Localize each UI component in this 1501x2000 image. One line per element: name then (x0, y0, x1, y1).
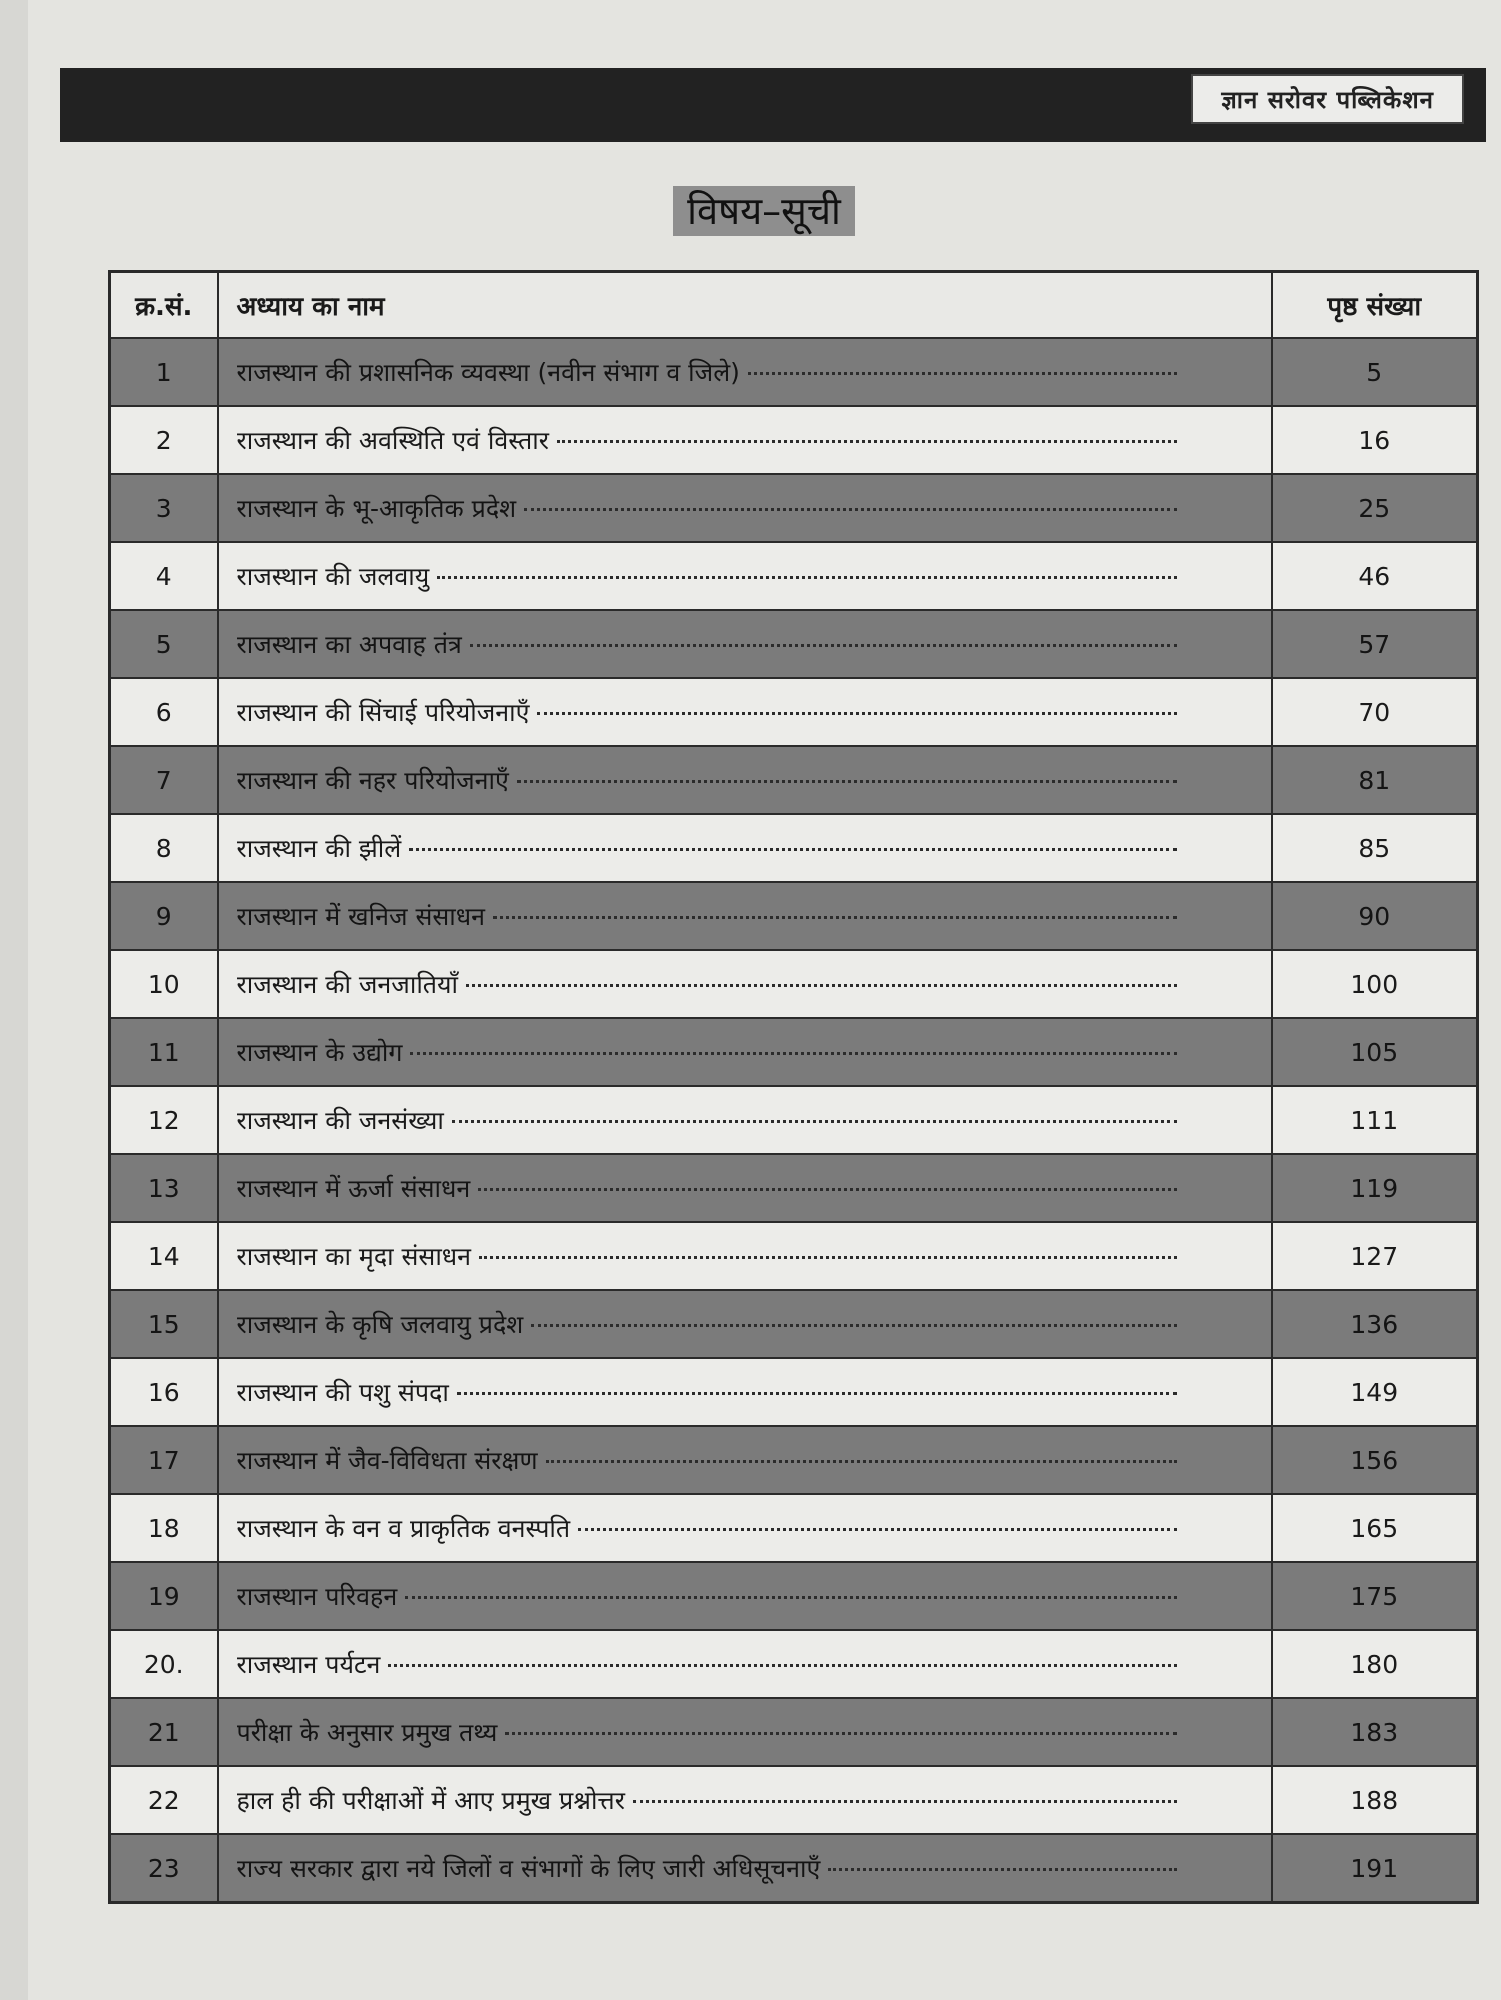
chapter-cell (218, 1562, 1272, 1630)
page-number: 136 (1272, 1290, 1478, 1358)
book-page (28, 0, 1501, 2000)
table-row (110, 950, 1478, 1018)
chapter-name: राजस्थान का अपवाह तंत्र (236, 630, 462, 659)
chapter-cell (218, 1086, 1272, 1154)
dot-leader (537, 712, 1176, 715)
page-number: 16 (1272, 406, 1478, 474)
dot-leader (388, 1664, 1176, 1667)
chapter-cell (218, 1494, 1272, 1562)
page-number: 105 (1272, 1018, 1478, 1086)
dot-leader (493, 916, 1177, 919)
serial-number: 7 (110, 746, 218, 814)
chapter-cell (218, 1426, 1272, 1494)
serial-number: 11 (110, 1018, 218, 1086)
table-row (110, 1494, 1478, 1562)
chapter-name: राजस्थान के वन व प्राकृतिक वनस्पति (236, 1514, 571, 1543)
chapter-name: राजस्थान की जनसंख्या (236, 1106, 444, 1135)
table-row (110, 1222, 1478, 1290)
chapter-cell (218, 338, 1272, 406)
dot-leader (748, 372, 1177, 375)
chapter-cell (218, 1290, 1272, 1358)
table-row (110, 1834, 1478, 1903)
chapter-cell (218, 474, 1272, 542)
serial-number: 13 (110, 1154, 218, 1222)
serial-number: 1 (110, 338, 218, 406)
table-row (110, 1698, 1478, 1766)
serial-number: 16 (110, 1358, 218, 1426)
chapter-cell (218, 882, 1272, 950)
table-row (110, 1630, 1478, 1698)
dot-leader (524, 508, 1176, 511)
page-number: 90 (1272, 882, 1478, 950)
table-row (110, 678, 1478, 746)
chapter-cell (218, 746, 1272, 814)
chapter-name: राजस्थान के कृषि जलवायु प्रदेश (236, 1310, 524, 1339)
chapter-name: राजस्थान की अवस्थिति एवं विस्तार (236, 426, 549, 455)
page-number: 175 (1272, 1562, 1478, 1630)
chapter-cell (218, 406, 1272, 474)
chapter-cell (218, 814, 1272, 882)
table-row (110, 1154, 1478, 1222)
dot-leader (633, 1800, 1177, 1803)
chapter-name: राजस्थान की झीलें (236, 834, 402, 863)
page-title: विषय–सूची (673, 186, 855, 236)
table-row (110, 1290, 1478, 1358)
serial-number: 18 (110, 1494, 218, 1562)
table-row (110, 814, 1478, 882)
serial-number: 15 (110, 1290, 218, 1358)
serial-number: 4 (110, 542, 218, 610)
chapter-name: परीक्षा के अनुसार प्रमुख तथ्य (236, 1718, 498, 1747)
table-row (110, 338, 1478, 406)
dot-leader (452, 1120, 1177, 1123)
chapter-name: राजस्थान में खनिज संसाधन (236, 902, 485, 931)
serial-number: 20. (110, 1630, 218, 1698)
table-row (110, 1018, 1478, 1086)
dot-leader (546, 1460, 1177, 1463)
chapter-name: राजस्थान में ऊर्जा संसाधन (236, 1174, 471, 1203)
contents-table (108, 270, 1479, 1904)
chapter-cell (218, 950, 1272, 1018)
chapter-name: राजस्थान की प्रशासनिक व्यवस्था (नवीन संभाग व जिले) (236, 358, 740, 387)
chapter-name: राजस्थान की पशु संपदा (236, 1378, 449, 1407)
chapter-name: राजस्थान के उद्योग (236, 1038, 403, 1067)
dot-leader (457, 1392, 1177, 1395)
dot-leader (410, 1052, 1176, 1055)
page-number: 165 (1272, 1494, 1478, 1562)
serial-number: 21 (110, 1698, 218, 1766)
page-number: 85 (1272, 814, 1478, 882)
chapter-name: राजस्थान पर्यटन (236, 1650, 381, 1679)
page-number: 46 (1272, 542, 1478, 610)
chapter-name: राज्य सरकार द्वारा नये जिलों व संभागों के लिए जारी अधिसूचनाएँ (236, 1854, 821, 1883)
chapter-name: राजस्थान में जैव-विविधता संरक्षण (236, 1446, 538, 1475)
chapter-cell (218, 1358, 1272, 1426)
chapter-name: हाल ही की परीक्षाओं में आए प्रमुख प्रश्नोत्तर (236, 1786, 625, 1815)
dot-leader (828, 1868, 1176, 1871)
header-serial-number: क्र.सं. (110, 272, 218, 339)
chapter-name: राजस्थान परिवहन (236, 1582, 398, 1611)
header-page-number: पृष्ठ संख्या (1272, 272, 1478, 339)
serial-number: 22 (110, 1766, 218, 1834)
table-row (110, 1086, 1478, 1154)
serial-number: 23 (110, 1834, 218, 1903)
page-number: 81 (1272, 746, 1478, 814)
table-row (110, 1426, 1478, 1494)
page-number: 127 (1272, 1222, 1478, 1290)
publisher-name: ज्ञान सरोवर पब्लिकेशन (1191, 74, 1464, 124)
dot-leader (557, 440, 1177, 443)
table-row (110, 882, 1478, 950)
page-number: 149 (1272, 1358, 1478, 1426)
page-number: 70 (1272, 678, 1478, 746)
chapter-cell (218, 1018, 1272, 1086)
chapter-cell (218, 1154, 1272, 1222)
chapter-cell (218, 1834, 1272, 1903)
dot-leader (437, 576, 1176, 579)
page-number: 183 (1272, 1698, 1478, 1766)
serial-number: 17 (110, 1426, 218, 1494)
chapter-name: राजस्थान की सिंचाई परियोजनाएँ (236, 698, 530, 727)
serial-number: 5 (110, 610, 218, 678)
table-row (110, 474, 1478, 542)
dot-leader (478, 1188, 1176, 1191)
table-row (110, 1562, 1478, 1630)
chapter-cell (218, 678, 1272, 746)
dot-leader (405, 1596, 1176, 1599)
chapter-name: राजस्थान की जलवायु (236, 562, 430, 591)
dot-leader (517, 780, 1177, 783)
page-number: 111 (1272, 1086, 1478, 1154)
header-chapter-name: अध्याय का नाम (218, 272, 1272, 339)
dot-leader (479, 1256, 1176, 1259)
serial-number: 6 (110, 678, 218, 746)
page-number: 57 (1272, 610, 1478, 678)
page-number: 119 (1272, 1154, 1478, 1222)
serial-number: 3 (110, 474, 218, 542)
table-row (110, 610, 1478, 678)
table-row (110, 542, 1478, 610)
chapter-cell (218, 542, 1272, 610)
serial-number: 19 (110, 1562, 218, 1630)
page-number: 5 (1272, 338, 1478, 406)
contents-body (110, 338, 1478, 1903)
page-number: 180 (1272, 1630, 1478, 1698)
table-row (110, 1766, 1478, 1834)
dot-leader (409, 848, 1176, 851)
table-row (110, 1358, 1478, 1426)
serial-number: 2 (110, 406, 218, 474)
table-header-row (110, 272, 1478, 339)
page-number: 156 (1272, 1426, 1478, 1494)
table-row (110, 746, 1478, 814)
chapter-cell (218, 1222, 1272, 1290)
chapter-cell (218, 1630, 1272, 1698)
page-number: 188 (1272, 1766, 1478, 1834)
chapter-cell (218, 610, 1272, 678)
chapter-name: राजस्थान के भू-आकृतिक प्रदेश (236, 494, 517, 523)
dot-leader (531, 1324, 1176, 1327)
chapter-name: राजस्थान की नहर परियोजनाएँ (236, 766, 509, 795)
serial-number: 9 (110, 882, 218, 950)
page-number: 25 (1272, 474, 1478, 542)
header-bar (60, 68, 1486, 142)
serial-number: 12 (110, 1086, 218, 1154)
dot-leader (505, 1732, 1176, 1735)
serial-number: 14 (110, 1222, 218, 1290)
chapter-name: राजस्थान का मृदा संसाधन (236, 1242, 472, 1271)
dot-leader (466, 984, 1176, 987)
chapter-cell (218, 1766, 1272, 1834)
page-number: 100 (1272, 950, 1478, 1018)
dot-leader (470, 644, 1177, 647)
chapter-name: राजस्थान की जनजातियाँ (236, 970, 459, 999)
table-row (110, 406, 1478, 474)
page-number: 191 (1272, 1834, 1478, 1903)
chapter-cell (218, 1698, 1272, 1766)
serial-number: 8 (110, 814, 218, 882)
dot-leader (578, 1528, 1176, 1531)
serial-number: 10 (110, 950, 218, 1018)
